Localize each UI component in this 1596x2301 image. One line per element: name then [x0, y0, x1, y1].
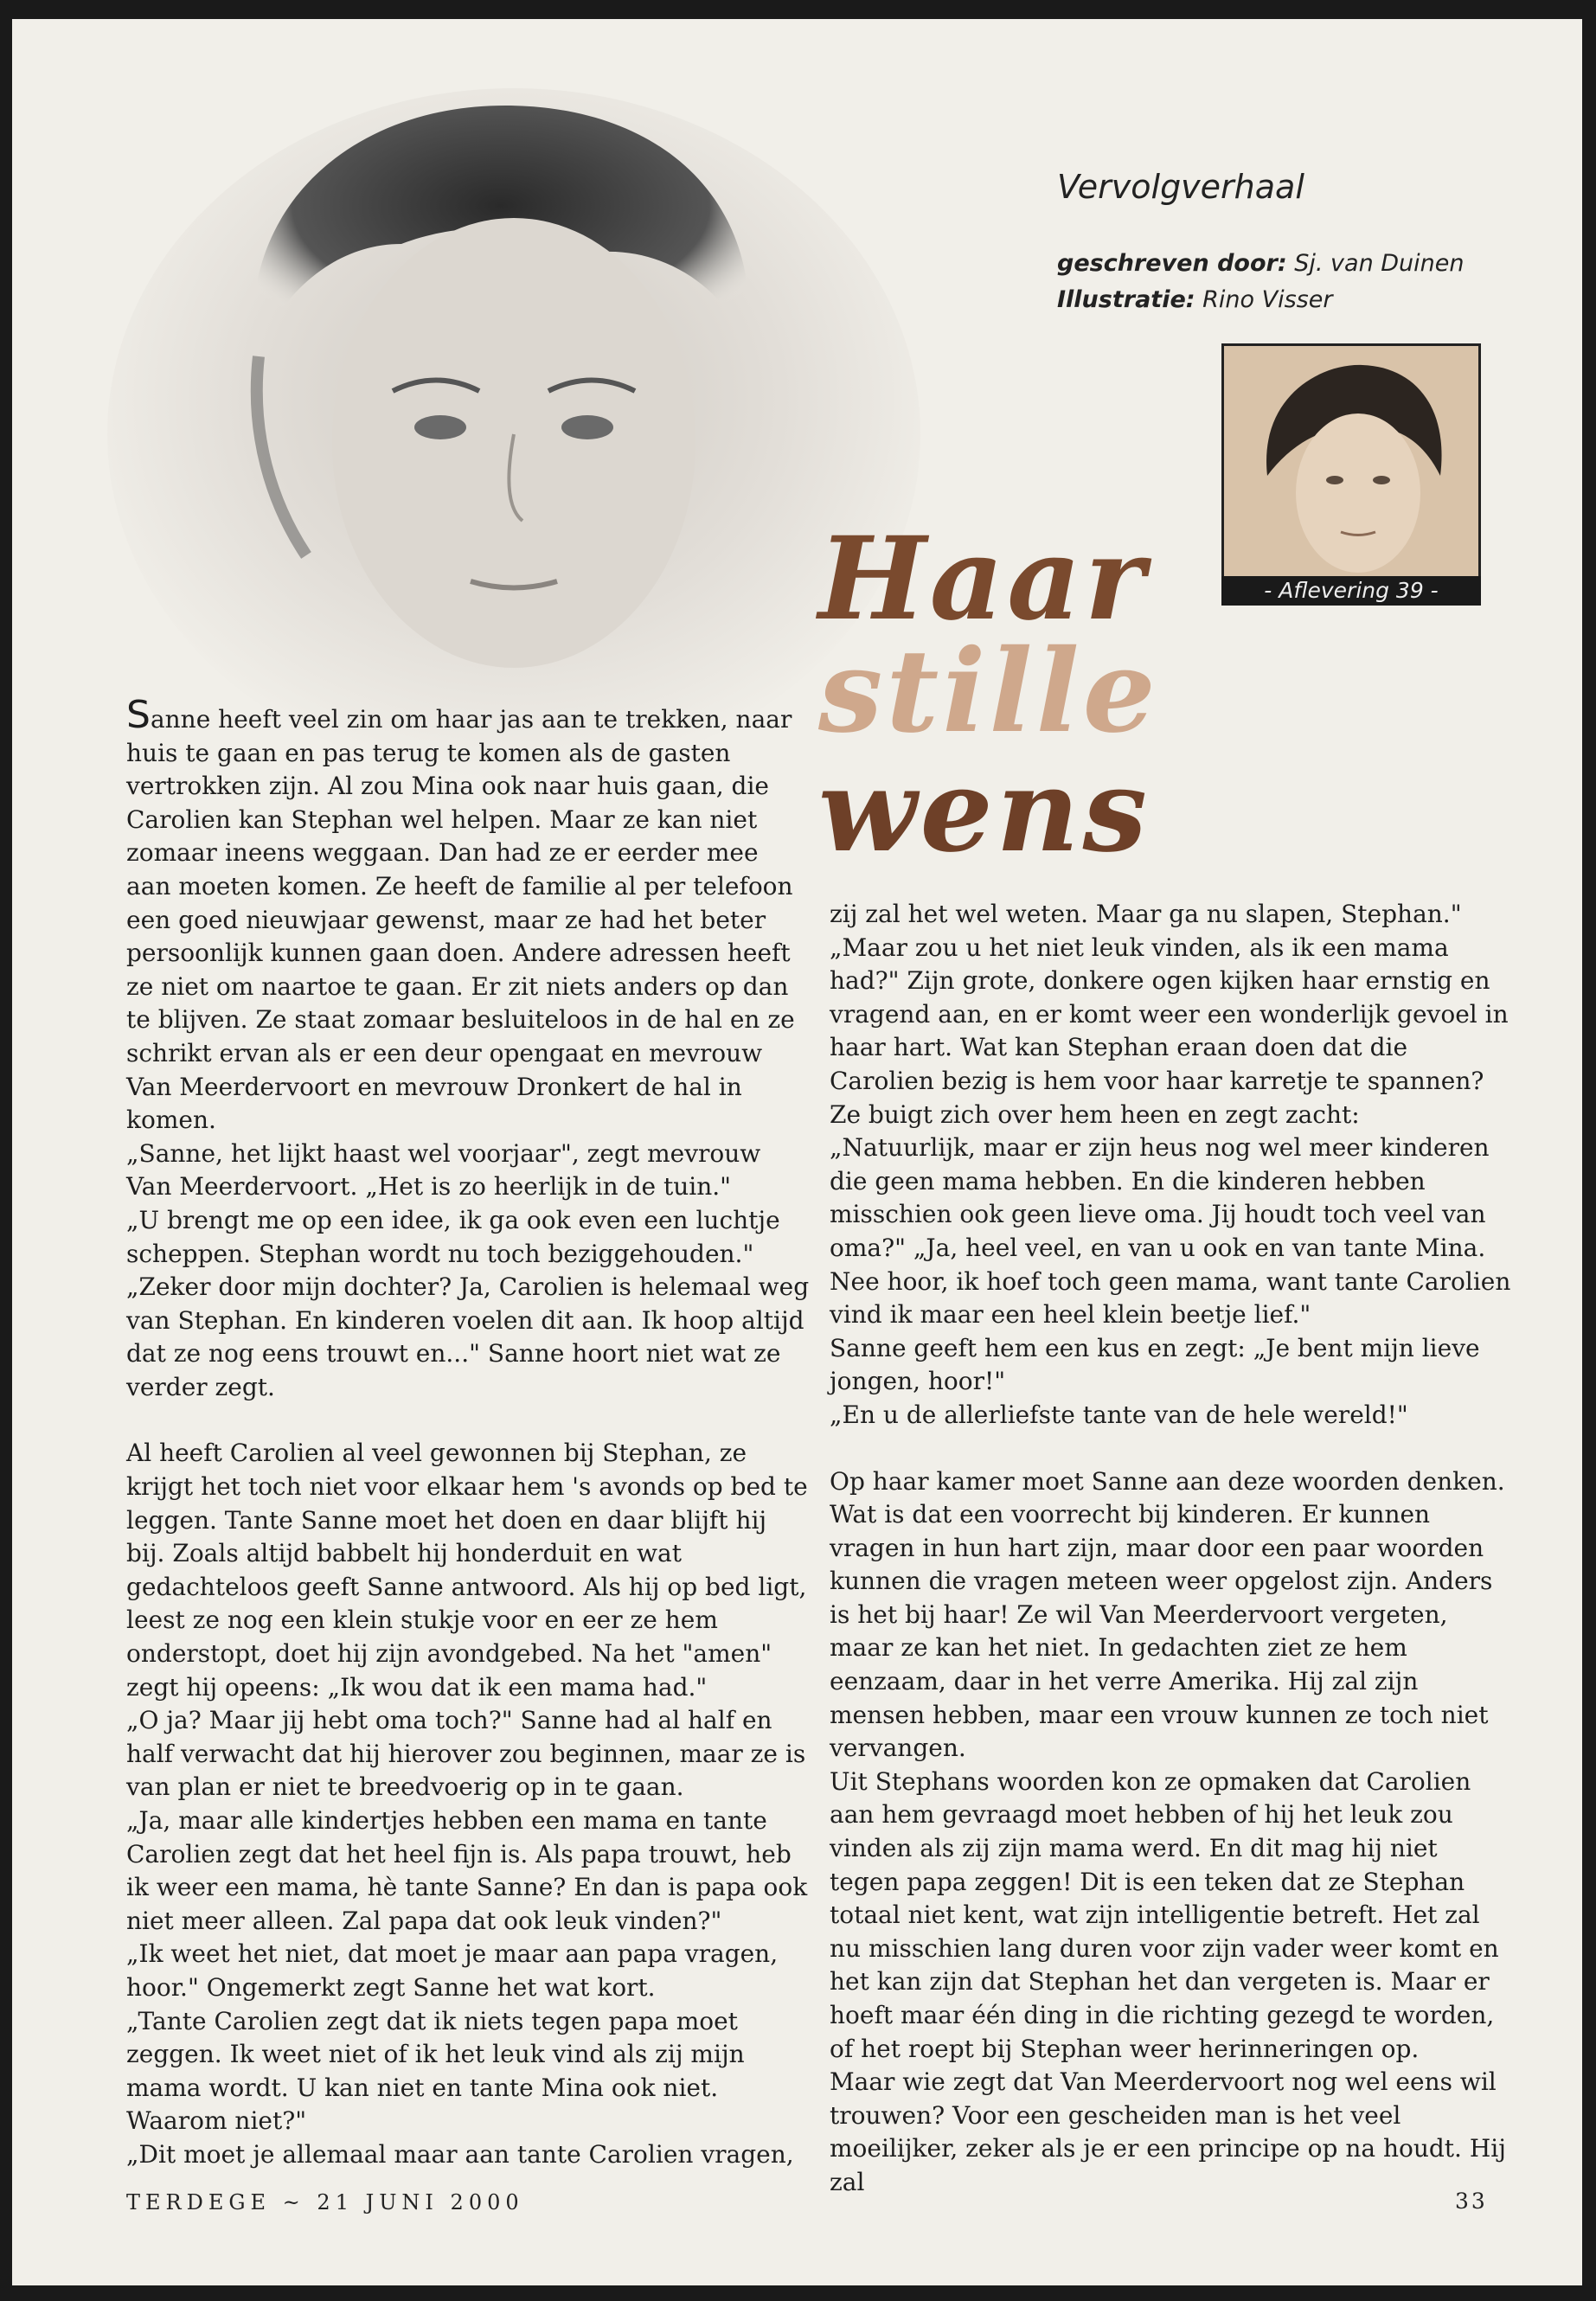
paragraph: „Sanne, het lijkt haast wel voorjaar", zegt mevrouw Van Meerdervoort. „Het is zo heerlijk in de tuin.": [126, 1138, 761, 1202]
left-text-column: [126, 693, 810, 2172]
title-line-3: wens: [818, 744, 1151, 878]
paragraph: „Zeker door mijn dochter? Ja, Carolien is helemaal weg van Stephan. En kinderen voelen dit aan. Ik hoop altijd dat ze nog eens trouwt en..." Sanne hoort niet wat ze verder zegt.: [126, 1272, 810, 1401]
paragraph: „O ja? Maar jij hebt oma toch?" Sanne had al half en half verwacht dat hij hierover zou beginnen, maar ze is van plan er niet te breedvoerig op in te gaan.: [126, 1706, 806, 1802]
thumbnail-portrait: [1224, 346, 1478, 602]
paragraph: Ze buigt zich over hem heen en zegt zacht: „Natuurlijk, maar er zijn heus nog wel meer kinderen die geen mama hebben. En die kinderen hebben misschien ook geen lieve oma. Jij houdt toch veel van oma?" „Ja, heel veel, en van u ook en van tante Mina. Nee hoor, ik hoef toch geen mama, want tante Carolien vind ik maar een heel klein beetje lief.": [830, 1099, 1511, 1330]
paragraph: Sanne heeft veel zin om haar jas aan te trekken, naar huis te gaan en pas terug te komen als de gasten vertrokken zijn. Al zou Mina ook naar huis gaan, die Carolien kan Stephan wel helpen. Maar ze kan niet zomaar ineens weggaan. Dan had ze er eerder mee aan moeten komen. Ze heeft de familie al per telefoon een goed nieuwjaar gewenst, maar ze had het beter persoonlijk kunnen gaan doen. Andere adressen heeft ze niet om naartoe te gaan. Er zit niets anders op dan te blijven. Ze staat zomaar besluiteloos in de hal en ze schrikt ervan als er een deur opengaat en mevrouw Van Meerdervoort en mevrouw Dronkert de hal in komen.: [126, 693, 795, 1135]
paragraph: Op haar kamer moet Sanne aan deze woorden denken. Wat is dat een voorrecht bij kinderen. Er kunnen vragen in hun hart zijn, maar door een paar woorden kunnen die vragen meteen weer opgelost zijn. Anders is het bij haar! Ze wil Van Meerdervoort vergeten, maar ze kan het niet. In gedachten ziet ze hem eenzaam, daar in het verre Amerika. Hij zal zijn mensen hebben, maar een vrouw kunnen ze toch niet vervangen.: [830, 1466, 1505, 1763]
paragraph: „En u de allerliefste tante van de hele wereld!": [830, 1400, 1408, 1429]
magazine-page: [12, 19, 1582, 2285]
illustrator-line: Illustratie: Rino Visser: [1057, 286, 1333, 313]
publication-footer: TERDEGE ~ 21 JUNI 2000: [126, 2190, 524, 2214]
paragraph: zij zal het wel weten. Maar ga nu slapen, Stephan.": [830, 900, 1462, 928]
portrait-illustration: [107, 71, 920, 780]
author-line: geschreven door: Sj. van Duinen: [1057, 250, 1465, 277]
paragraph: Maar wie zegt dat Van Meerdervoort nog wel eens wil trouwen? Voor een gescheiden man is het veel moeilijker, zeker als je er een principe op na houdt. Hij zal: [830, 2067, 1506, 2196]
page-number: 33: [1455, 2189, 1488, 2214]
paragraph: „Tante Carolien zegt dat ik niets tegen papa moet zeggen. Ik weet niet of ik het leuk vind als zij mijn mama wordt. U kan niet en tante Mina ook niet. Waarom niet?": [126, 2006, 745, 2136]
paragraph: „Ik weet het niet, dat moet je maar aan papa vragen, hoor." Ongemerkt zegt Sanne het wat kort.: [126, 1939, 779, 2002]
episode-thumbnail: [1221, 343, 1481, 605]
right-text-column: [830, 898, 1513, 2200]
paragraph: Al heeft Carolien al veel gewonnen bij Stephan, ze krijgt het toch niet voor elkaar hem 's avonds op bed te leggen. Tante Sanne moet het doen en daar blijft hij bij. Zoals altijd babbelt hij honderduit en wat gedachteloos geeft Sanne antwoord. Als hij op bed ligt, leest ze nog een klein stukje voor en eer ze hem onderstopt, doet hij zijn avondgebed. Na het "amen" zegt hij opeens: „Ik wou dat ik een mama had.": [126, 1439, 808, 1702]
paragraph: „Maar zou u het niet leuk vinden, als ik een mama had?" Zijn grote, donkere ogen kijken haar ernstig en vragend aan, en er komt weer een wonderlijk gevoel in haar hart. Wat kan Stephan eraan doen dat die Carolien bezig is hem voor haar karretje te spannen?: [830, 933, 1509, 1095]
drop-cap: S: [126, 693, 151, 737]
paragraph: „U brengt me op een idee, ik ga ook even een luchtje scheppen. Stephan wordt nu toch beziggehouden.": [126, 1205, 780, 1268]
paragraph: Sanne geeft hem een kus en zegt: „Je bent mijn lieve jongen, hoor!": [830, 1333, 1480, 1396]
title-line-2: stille: [818, 625, 1159, 759]
section-label: Vervolgverhaal: [1057, 168, 1304, 206]
credits: [1057, 246, 1465, 318]
episode-label: - Aflevering 39 -: [1221, 576, 1481, 606]
paragraph: „Ja, maar alle kindertjes hebben een mama en tante Carolien zegt dat het heel fijn is. Als papa trouwt, heb ik weer een mama, hè tante Sanne? En dan is papa ook niet meer alleen. Zal papa dat ook leuk vinden?": [126, 1806, 808, 1935]
paragraph: Uit Stephans woorden kon ze opmaken dat Carolien aan hem gevraagd moet hebben of hij het leuk zou vinden als zij zijn mama werd. En dit mag hij niet tegen papa zeggen! Dit is een teken dat ze Stephan totaal niet kent, wat zijn intelligentie betreft. Het zal nu misschien lang duren voor zijn vader weer komt en het kan zijn dat Stephan het dan vergeten is. Maar er hoeft maar één ding in die richting gezegd te worden, of het roept bij Stephan weer herinneringen op.: [830, 1766, 1499, 2063]
paragraph: „Dit moet je allemaal maar aan tante Carolien vragen,: [126, 2139, 794, 2169]
title-line-1: Haar: [818, 512, 1149, 646]
